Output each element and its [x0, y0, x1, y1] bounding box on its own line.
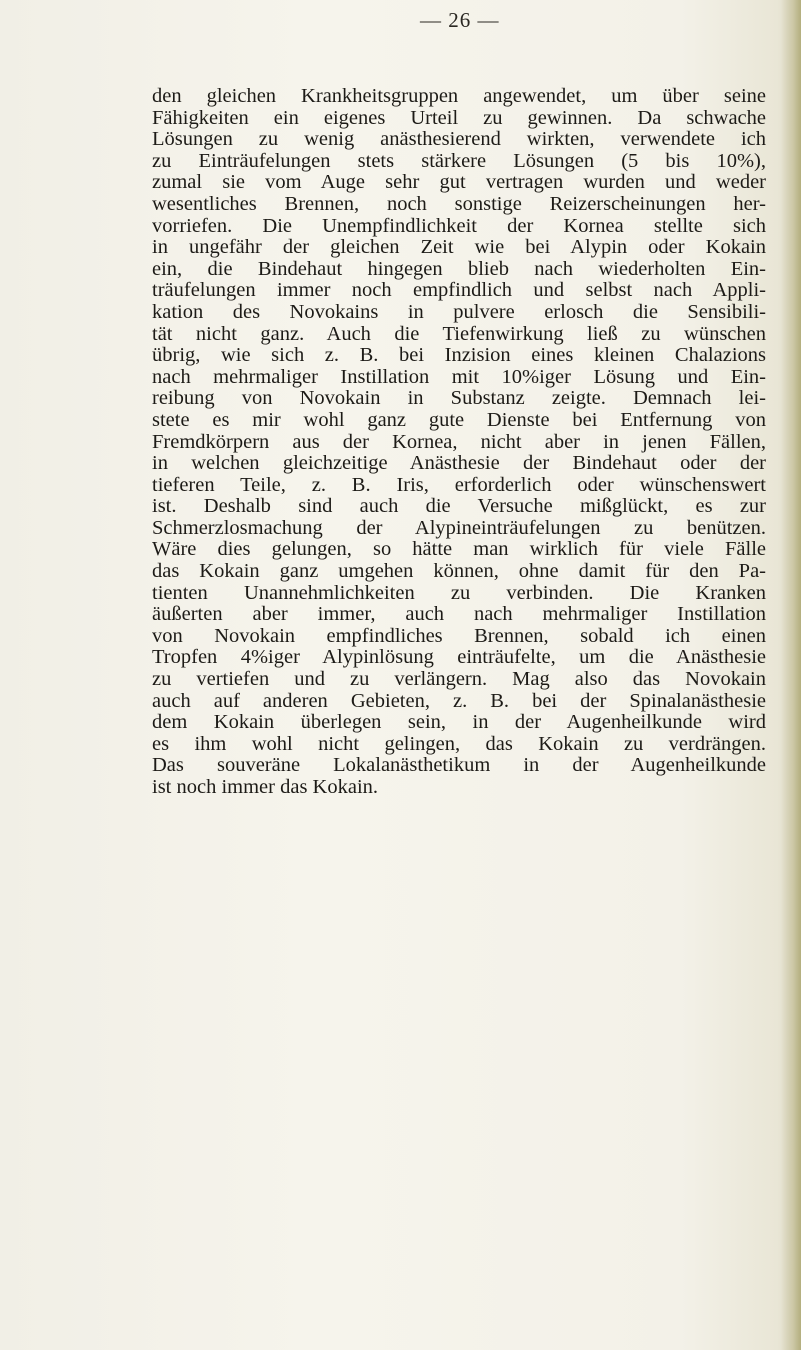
text-line: zu vertiefen und zu verlängern. Mag also das Novokain	[152, 668, 766, 691]
text-line: in ungefähr der gleichen Zeit wie bei Alypin oder Kokain	[152, 236, 766, 259]
page-edge	[781, 0, 801, 1350]
text-line: das Kokain ganz umgehen können, ohne damit für den Pa-	[152, 560, 766, 583]
text-line: dem Kokain überlegen sein, in der Augenheilkunde wird	[152, 711, 766, 734]
body-text	[152, 86, 766, 799]
text-line: Fähigkeiten ein eigenes Urteil zu gewinnen. Da schwache	[152, 106, 766, 129]
text-line: vorriefen. Die Unempfindlichkeit der Kornea stellte sich	[152, 214, 766, 237]
text-line: zumal sie vom Auge sehr gut vertragen wurden und weder	[152, 171, 766, 194]
text-line: Das souveräne Lokalanästhetikum in der Augenheilkunde	[152, 754, 766, 777]
text-line: Schmerzlosmachung der Alypineinträufelungen zu benützen.	[152, 516, 766, 539]
text-line: träufelungen immer noch empfindlich und selbst nach Appli-	[152, 279, 766, 302]
text-line: tät nicht ganz. Auch die Tiefenwirkung ließ zu wünschen	[152, 322, 766, 345]
text-line: äußerten aber immer, auch nach mehrmaliger Instillation	[152, 603, 766, 626]
text-line: ist noch immer das Kokain.	[152, 776, 379, 798]
text-line: Fremdkörpern aus der Kornea, nicht aber in jenen Fällen,	[152, 430, 766, 453]
text-line: reibung von Novokain in Substanz zeigte. Demnach lei-	[152, 387, 766, 410]
text-line: Lösungen zu wenig anästhesierend wirkten, verwendete ich	[152, 128, 766, 151]
text-line: Tropfen 4%iger Alypinlösung einträufelte, um die Anästhesie	[152, 646, 766, 669]
text-line: nach mehrmaliger Instillation mit 10%iger Lösung und Ein-	[152, 365, 766, 388]
text-line: es ihm wohl nicht gelingen, das Kokain zu verdrängen.	[152, 732, 766, 755]
text-line: den gleichen Krankheitsgruppen angewendet, um über seine	[152, 85, 766, 107]
page-number: — 26 —	[420, 8, 500, 32]
text-line: in welchen gleichzeitige Anästhesie der Bindehaut oder der	[152, 452, 766, 475]
text-line: wesentliches Brennen, noch sonstige Reizerscheinungen her-	[152, 192, 766, 215]
text-line: übrig, wie sich z. B. bei Inzision eines kleinen Chalazions	[152, 344, 766, 367]
text-line: stete es mir wohl ganz gute Dienste bei Entfernung von	[152, 408, 766, 431]
text-line: zu Einträufelungen stets stärkere Lösungen (5 bis 10%),	[152, 149, 766, 172]
text-line: kation des Novokains in pulvere erlosch die Sensibili-	[152, 300, 766, 323]
text-line: ist. Deshalb sind auch die Versuche mißglückt, es zur	[152, 495, 766, 518]
text-line: tieferen Teile, z. B. Iris, erforderlich oder wünschenswert	[152, 473, 766, 496]
text-line: von Novokain empfindliches Brennen, sobald ich einen	[152, 624, 766, 647]
text-line: tienten Unannehmlichkeiten zu verbinden. Die Kranken	[152, 581, 766, 604]
text-line: Wäre dies gelungen, so hätte man wirklich für viele Fälle	[152, 538, 766, 561]
text-line: ein, die Bindehaut hingegen blieb nach wiederholten Ein-	[152, 257, 766, 280]
text-line: auch auf anderen Gebieten, z. B. bei der Spinalanästhesie	[152, 689, 766, 712]
